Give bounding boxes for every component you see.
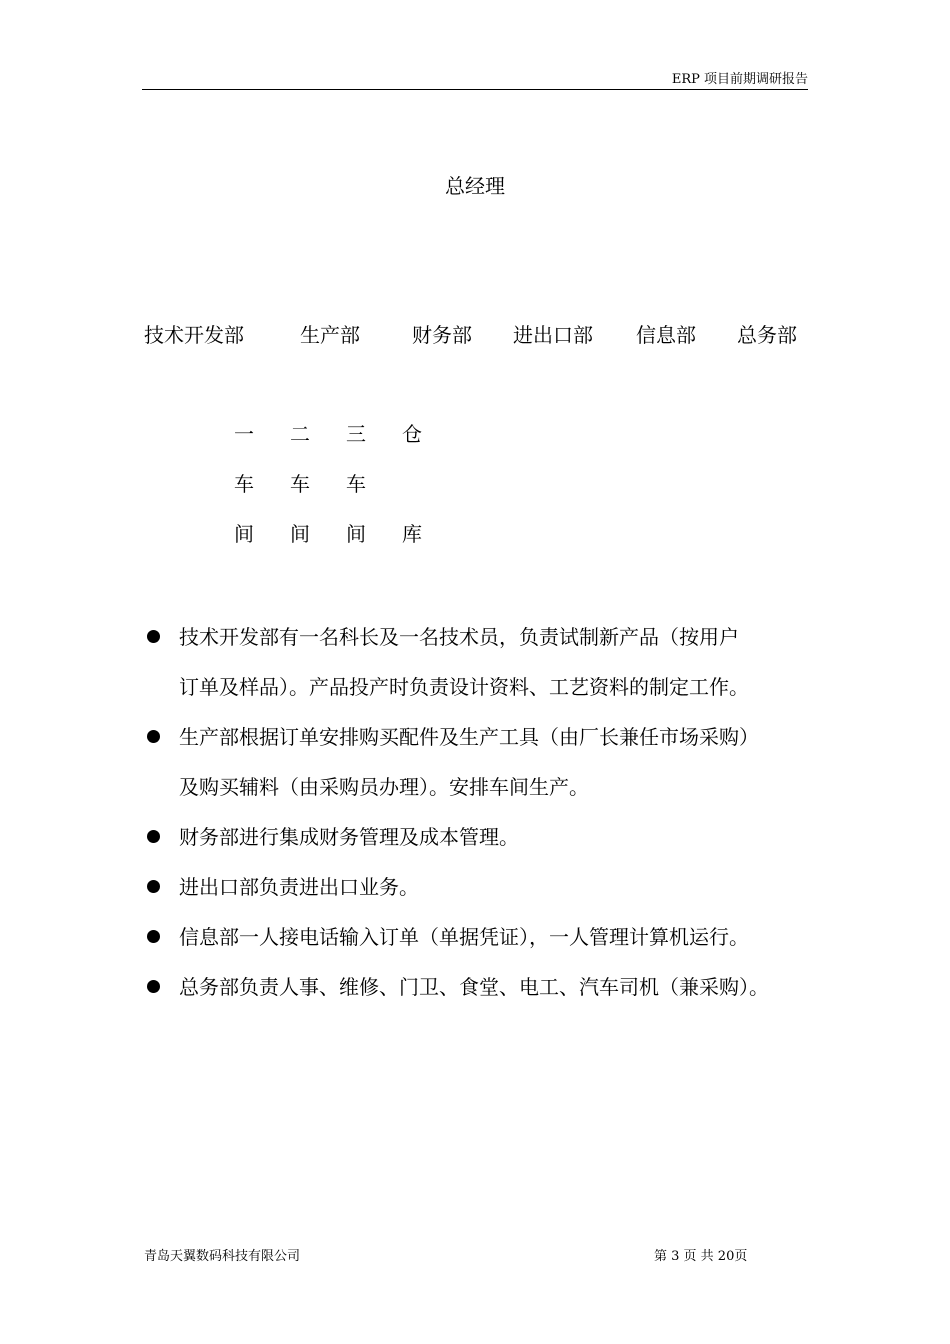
unit-char: 二: [290, 422, 310, 446]
unit-char: 仓: [402, 422, 422, 446]
list-item: [144, 712, 814, 812]
org-chart-general-manager: 总经理: [445, 174, 505, 198]
header-divider: [142, 89, 808, 90]
unit-char: [400, 472, 424, 522]
org-chart-unit-workshop-3: [344, 422, 368, 572]
list-item-line: 信息部一人接电话输入订单（单据凭证），一人管理计算机运行。: [179, 925, 749, 949]
list-item: [144, 862, 814, 912]
org-chart-unit-workshop-2: [288, 422, 312, 572]
unit-char: 间: [346, 522, 366, 546]
list-item: [144, 812, 814, 862]
list-item-line: 生产部根据订单安排购买配件及生产工具（由厂长兼任市场采购）: [179, 725, 759, 749]
unit-char: 间: [234, 522, 254, 546]
org-chart-dept-information: 信息部: [636, 323, 696, 347]
bullet-icon: [147, 930, 160, 943]
list-item: [144, 962, 814, 1012]
unit-char: 一: [234, 422, 254, 446]
unit-char: 车: [234, 472, 254, 496]
unit-char: 车: [290, 472, 310, 496]
list-item-line: 订单及样品）。产品投产时负责设计资料、工艺资料的制定工作。: [179, 675, 749, 699]
list-item-line: 总务部负责人事、维修、门卫、食堂、电工、汽车司机（兼采购）。: [179, 975, 769, 999]
list-item-line: 及购买辅料（由采购员办理）。安排车间生产。: [179, 775, 589, 799]
footer-company-name: 青岛天翼数码科技有限公司: [144, 1249, 301, 1264]
list-item: [144, 612, 814, 712]
list-item-line: 进出口部负责进出口业务。: [179, 875, 419, 899]
unit-char: 车: [346, 472, 366, 496]
footer-page-number: 第 3 页 共 20页: [654, 1249, 748, 1264]
org-chart-dept-finance: 财务部: [412, 323, 472, 347]
unit-char: 三: [346, 422, 366, 446]
org-chart-unit-warehouse: [400, 422, 424, 572]
org-chart-unit-workshop-1: [232, 422, 256, 572]
list-item-line: 技术开发部有一名科长及一名技术员，负责试制新产品（按用户: [179, 625, 739, 649]
bullet-icon: [147, 630, 160, 643]
bullet-icon: [147, 730, 160, 743]
bullet-icon: [147, 880, 160, 893]
org-chart-dept-production: 生产部: [300, 323, 360, 347]
unit-char: 库: [402, 522, 422, 546]
list-item: [144, 912, 814, 962]
page-header-title: ERP 项目前期调研报告: [671, 72, 808, 87]
bullet-icon: [147, 830, 160, 843]
bullet-icon: [147, 980, 160, 993]
org-chart-dept-general-affairs: 总务部: [737, 323, 797, 347]
unit-char: 间: [290, 522, 310, 546]
org-chart-dept-import-export: 进出口部: [513, 323, 593, 347]
org-chart-dept-tech-dev: 技术开发部: [144, 323, 244, 347]
department-description-list: [144, 612, 814, 1012]
list-item-line: 财务部进行集成财务管理及成本管理。: [179, 825, 519, 849]
